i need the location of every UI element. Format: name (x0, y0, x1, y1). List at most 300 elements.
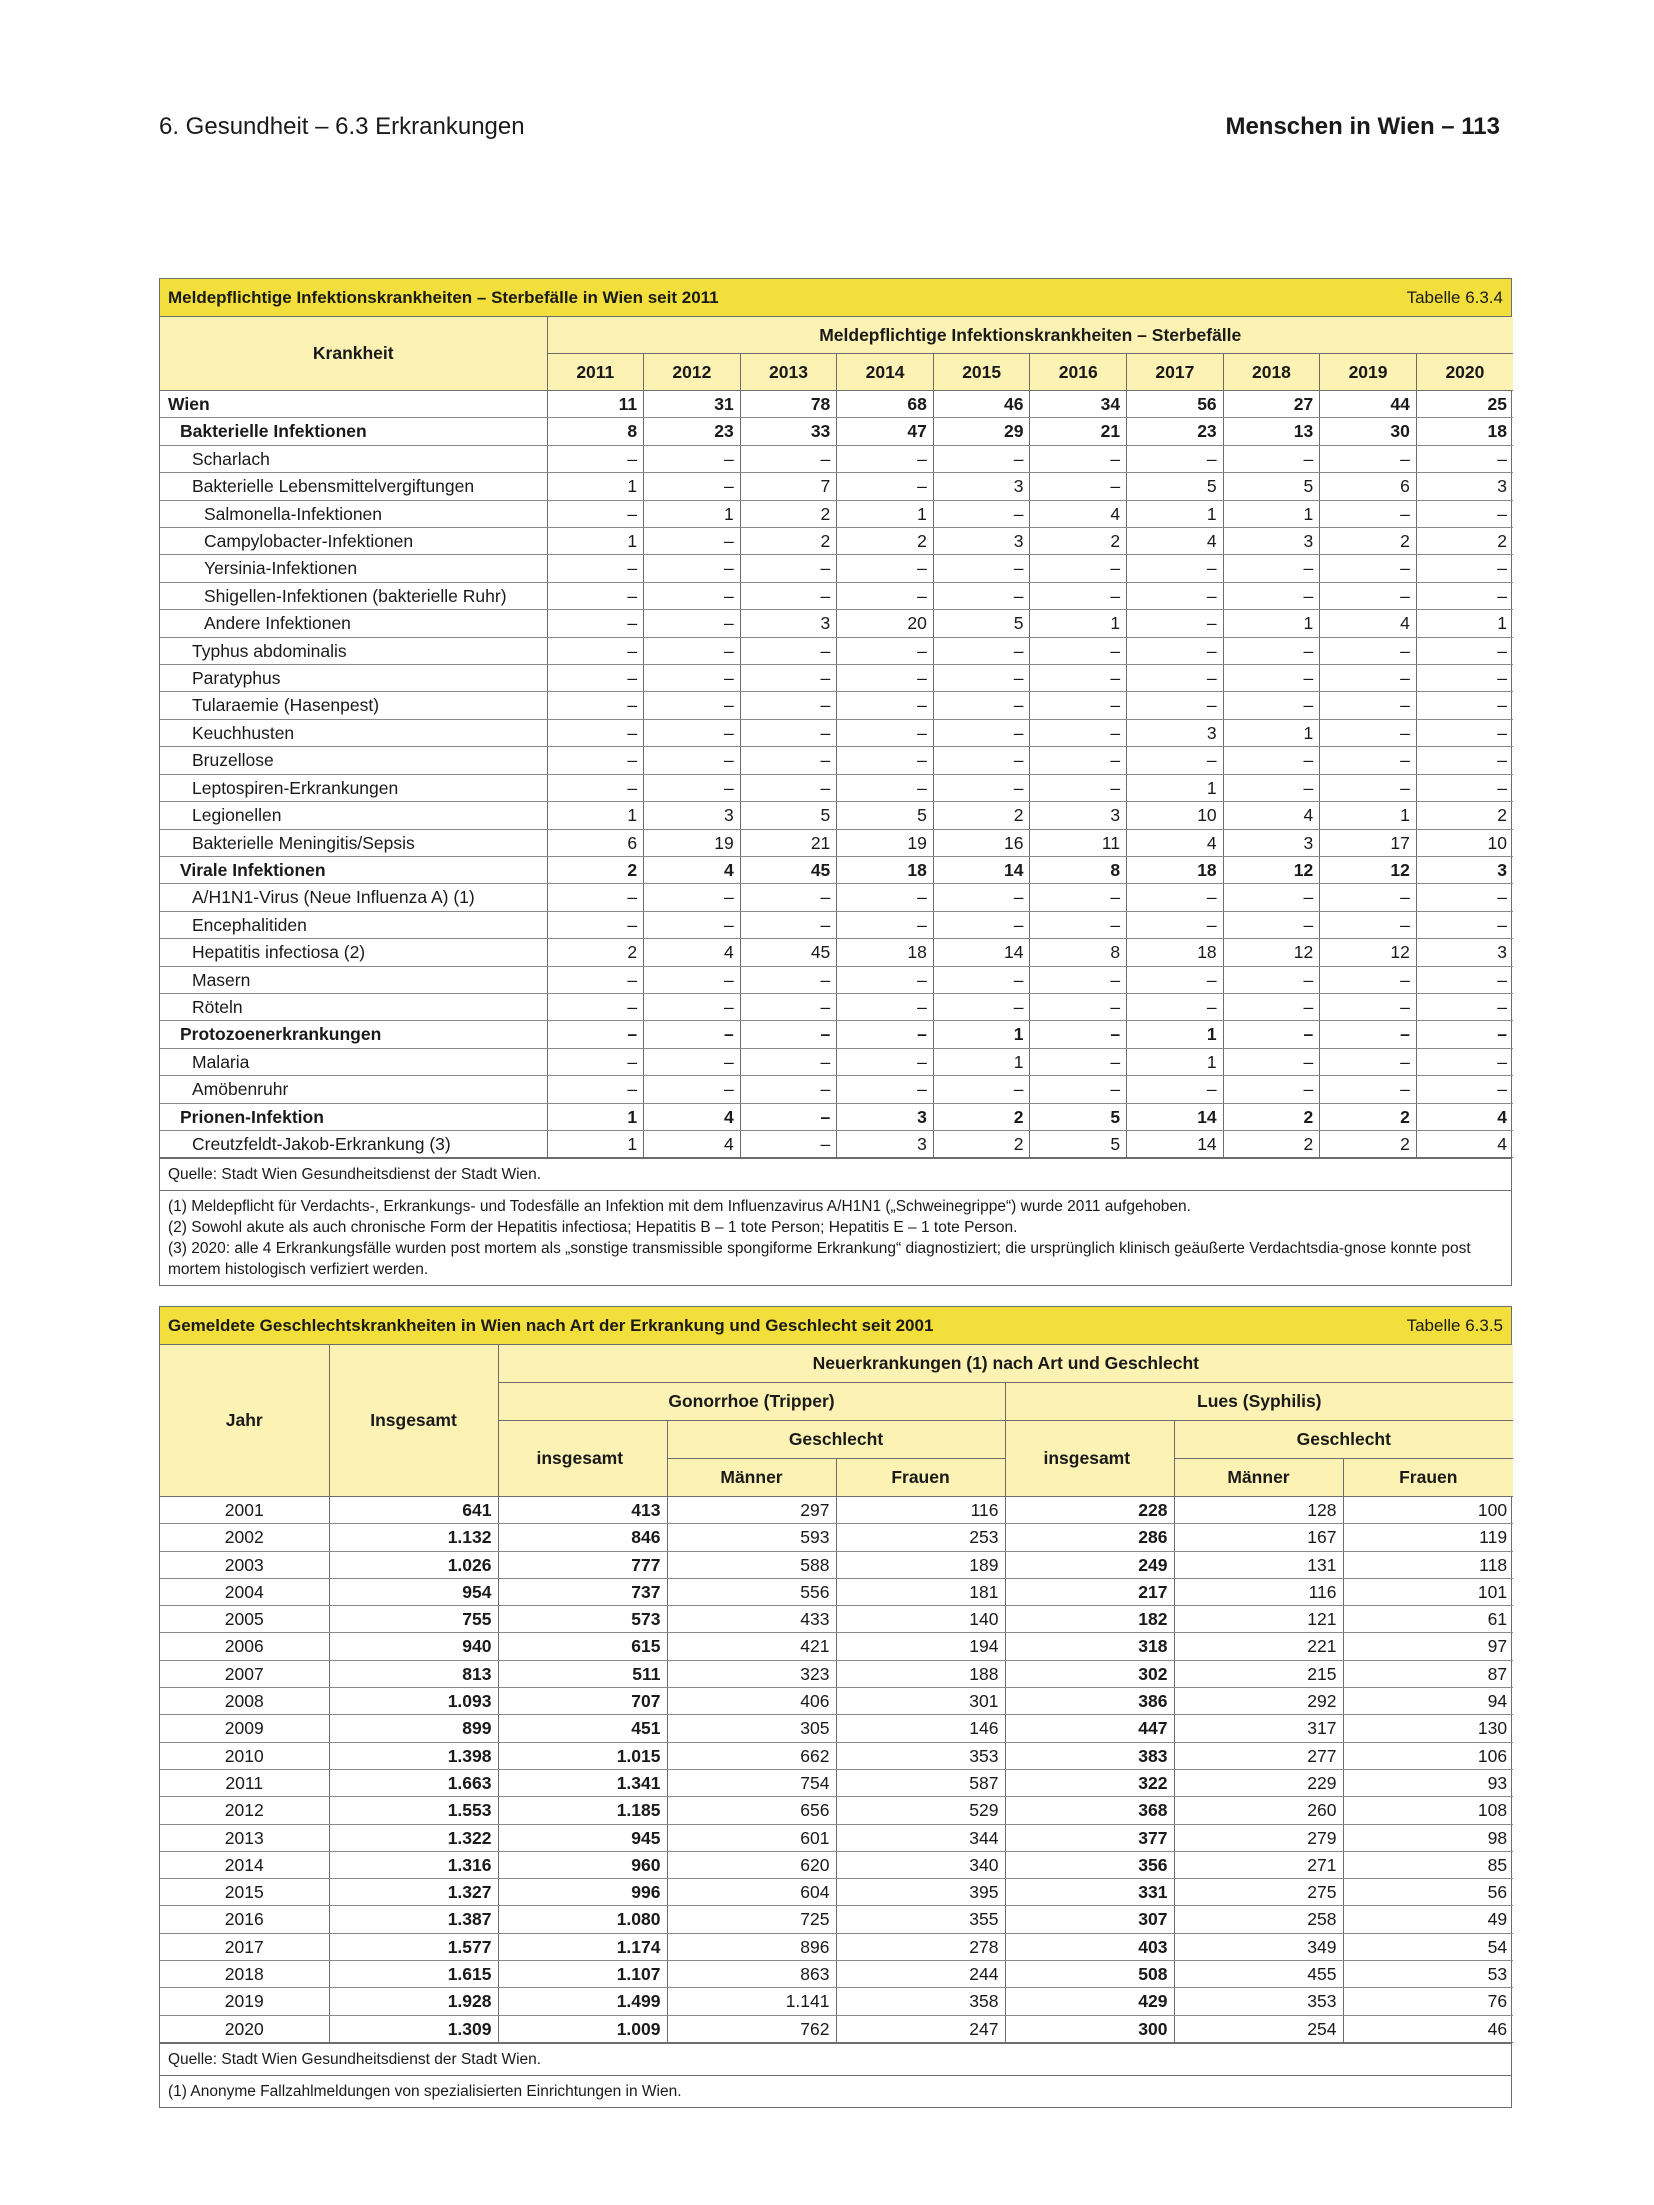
table-cell: – (837, 993, 934, 1020)
table-cell: – (1223, 582, 1320, 609)
table-row (160, 665, 1513, 692)
table-cell: – (1127, 911, 1224, 938)
column-header-year: 2012 (644, 354, 741, 391)
row-label: Salmonella-Infektionen (160, 500, 547, 527)
table-cell: – (1030, 637, 1127, 664)
row-year: 2018 (160, 1961, 329, 1988)
table-cell: 1 (547, 528, 644, 555)
column-header-disease: Krankheit (160, 317, 547, 391)
table-cell: – (1416, 500, 1513, 527)
table-cell: – (1320, 1076, 1417, 1103)
table-cell: 194 (836, 1633, 1005, 1660)
table-cell: 56 (1127, 391, 1224, 418)
table-cell: – (1416, 1076, 1513, 1103)
row-year: 2004 (160, 1578, 329, 1605)
table-cell: 181 (836, 1578, 1005, 1605)
table-cell: – (644, 555, 741, 582)
table-cell: – (1320, 911, 1417, 938)
row-label: Tularaemie (Hasenpest) (160, 692, 547, 719)
row-label: Campylobacter-Infektionen (160, 528, 547, 555)
table-cell: 1 (1127, 1021, 1224, 1048)
table-cell: 1.387 (329, 1906, 498, 1933)
table-row (160, 555, 1513, 582)
footnote: (1) Anonyme Fallzahlmeldungen von spezialisierten Einrichtungen in Wien. (160, 2075, 1511, 2107)
table-row (160, 582, 1513, 609)
table-cell: 421 (667, 1633, 836, 1660)
table-cell: 188 (836, 1660, 1005, 1687)
table-cell: 14 (1127, 1130, 1224, 1157)
table-cell: – (933, 911, 1030, 938)
table-cell: 1 (1223, 719, 1320, 746)
table-cell: – (1416, 1048, 1513, 1075)
table-tag: Tabelle 6.3.4 (1406, 287, 1503, 307)
table-cell: 2 (1030, 528, 1127, 555)
table-cell: 349 (1174, 1933, 1343, 1960)
row-year: 2015 (160, 1879, 329, 1906)
table-cell: 1.327 (329, 1879, 498, 1906)
table-cell: 344 (836, 1824, 1005, 1851)
table-cell: 318 (1005, 1633, 1174, 1660)
table-row (160, 1851, 1513, 1878)
table-cell: 297 (667, 1497, 836, 1524)
row-year: 2011 (160, 1769, 329, 1796)
table-cell: – (1223, 692, 1320, 719)
table-cell: 556 (667, 1578, 836, 1605)
table-title-bar (160, 279, 1511, 317)
table-cell: 258 (1174, 1906, 1343, 1933)
table-cell: 23 (1127, 418, 1224, 445)
table-cell: 4 (1416, 1130, 1513, 1157)
table-row (160, 418, 1513, 445)
table-row (160, 884, 1513, 911)
table-cell: 317 (1174, 1715, 1343, 1742)
table-cell: 1.928 (329, 1988, 498, 2015)
table-cell: 228 (1005, 1497, 1174, 1524)
table-cell: 754 (667, 1769, 836, 1796)
table-cell: 121 (1174, 1606, 1343, 1633)
table-row (160, 1906, 1513, 1933)
table-cell: 996 (498, 1879, 667, 1906)
table-cell: – (1416, 665, 1513, 692)
column-header-year: 2013 (740, 354, 837, 391)
table-cell: 1 (837, 500, 934, 527)
row-label: Masern (160, 966, 547, 993)
table-cell: – (933, 774, 1030, 801)
table-cell: – (1320, 747, 1417, 774)
table-row (160, 1578, 1513, 1605)
table-cell: 18 (837, 939, 934, 966)
table-cell: 47 (837, 418, 934, 445)
table-cell: 2 (933, 802, 1030, 829)
table-cell: 14 (1127, 1103, 1224, 1130)
table-title: Gemeldete Geschlechtskrankheiten in Wien nach Art der Erkrankung und Geschlecht seit 2001 (168, 1315, 934, 1335)
table-cell: – (1030, 747, 1127, 774)
column-header-year: Jahr (160, 1345, 329, 1497)
table-cell: 1 (1127, 500, 1224, 527)
table-cell: – (1416, 1021, 1513, 1048)
table-cell: 277 (1174, 1742, 1343, 1769)
row-label: Encephalitiden (160, 911, 547, 938)
table-cell: 85 (1343, 1851, 1513, 1878)
table-cell: 587 (836, 1769, 1005, 1796)
table-cell: – (740, 1130, 837, 1157)
table-cell: 14 (933, 939, 1030, 966)
table-cell: 18 (837, 856, 934, 883)
table-cell: 1.663 (329, 1769, 498, 1796)
table-cell: – (837, 445, 934, 472)
table-cell: 27 (1223, 391, 1320, 418)
table-source: Quelle: Stadt Wien Gesundheitsdienst der Stadt Wien. (160, 2043, 1511, 2075)
table-cell: 3 (837, 1130, 934, 1157)
table-cell: 2 (1416, 802, 1513, 829)
table-cell: 896 (667, 1933, 836, 1960)
table-cell: 12 (1320, 939, 1417, 966)
column-header-year: 2014 (837, 354, 934, 391)
table-cell: 2 (1320, 1130, 1417, 1157)
table-cell: – (740, 911, 837, 938)
table-cell: 1.093 (329, 1688, 498, 1715)
table-cell: 1.309 (329, 2015, 498, 2042)
table-cell: – (933, 884, 1030, 911)
table-cell: – (1320, 665, 1417, 692)
table-cell: 5 (1223, 473, 1320, 500)
table-cell: 1.132 (329, 1524, 498, 1551)
table-cell: 1 (547, 1103, 644, 1130)
table-cell: – (837, 884, 934, 911)
table-cell: 247 (836, 2015, 1005, 2042)
table-cell: 1 (644, 500, 741, 527)
table-cell: 300 (1005, 2015, 1174, 2042)
table-cell: – (1030, 1048, 1127, 1075)
table-cell: – (1127, 1076, 1224, 1103)
table-row (160, 1879, 1513, 1906)
row-label: Bakterielle Lebensmittelvergiftungen (160, 473, 547, 500)
table-cell: – (1223, 911, 1320, 938)
table-cell: – (644, 692, 741, 719)
table-cell: 1 (1416, 610, 1513, 637)
table-cell: – (740, 774, 837, 801)
table-cell: 620 (667, 1851, 836, 1878)
table-cell: – (1320, 1021, 1417, 1048)
row-year: 2001 (160, 1497, 329, 1524)
row-label: Prionen-Infektion (160, 1103, 547, 1130)
table-cell: 813 (329, 1660, 498, 1687)
table-cell: – (644, 1076, 741, 1103)
table-cell: – (1223, 1076, 1320, 1103)
column-header-year: 2015 (933, 354, 1030, 391)
table-cell: – (1320, 966, 1417, 993)
table-cell: 12 (1223, 856, 1320, 883)
row-label: Bakterielle Meningitis/Sepsis (160, 829, 547, 856)
column-header-year: 2017 (1127, 354, 1224, 391)
table-cell: – (933, 692, 1030, 719)
table-cell: 8 (1030, 856, 1127, 883)
table-cell: 5 (1030, 1130, 1127, 1157)
row-label: Leptospiren-Erkrankungen (160, 774, 547, 801)
column-header-year: 2016 (1030, 354, 1127, 391)
row-label: Yersinia-Infektionen (160, 555, 547, 582)
row-year: 2006 (160, 1633, 329, 1660)
table-cell: 508 (1005, 1961, 1174, 1988)
table-cell: 260 (1174, 1797, 1343, 1824)
table-cell: 377 (1005, 1824, 1174, 1851)
table-row (160, 1824, 1513, 1851)
table-cell: 101 (1343, 1578, 1513, 1605)
table-cell: 140 (836, 1606, 1005, 1633)
table-row (160, 802, 1513, 829)
table-cell: – (837, 774, 934, 801)
table-cell: 254 (1174, 2015, 1343, 2042)
table-cell: – (547, 582, 644, 609)
table-cell: 323 (667, 1660, 836, 1687)
table-cell: 662 (667, 1742, 836, 1769)
table-cell: 21 (1030, 418, 1127, 445)
table-cell: 116 (1174, 1578, 1343, 1605)
table-cell: – (547, 966, 644, 993)
table-cell: – (547, 747, 644, 774)
table-cell: – (1223, 993, 1320, 1020)
table-cell: – (1320, 637, 1417, 664)
table-cell: 130 (1343, 1715, 1513, 1742)
table-cell: 19 (837, 829, 934, 856)
table-cell: 1.341 (498, 1769, 667, 1796)
column-header-gon-total: insgesamt (498, 1421, 667, 1497)
table-cell: 1.009 (498, 2015, 667, 2042)
table-cell: – (547, 993, 644, 1020)
table-cell: – (547, 1076, 644, 1103)
row-label: A/H1N1-Virus (Neue Influenza A) (1) (160, 884, 547, 911)
table-row (160, 1715, 1513, 1742)
table-cell: 1.107 (498, 1961, 667, 1988)
row-label: Bakterielle Infektionen (160, 418, 547, 445)
table-cell: 1 (1223, 610, 1320, 637)
table-cell: – (933, 966, 1030, 993)
table-cell: 737 (498, 1578, 667, 1605)
row-year: 2008 (160, 1688, 329, 1715)
footnote: (2) Sowohl akute als auch chronische Form der Hepatitis infectiosa; Hepatitis B – 1 tote Person; Hepatitis E – 1 tote Person. (168, 1219, 1018, 1237)
table-cell: – (1127, 555, 1224, 582)
table-cell: 3 (1223, 528, 1320, 555)
table-row (160, 1551, 1513, 1578)
table-title: Meldepflichtige Infektionskrankheiten – Sterbefälle in Wien seit 2011 (168, 287, 719, 307)
column-header-total: Insgesamt (329, 1345, 498, 1497)
column-header-lues-total: insgesamt (1005, 1421, 1174, 1497)
row-year: 2007 (160, 1660, 329, 1687)
table-cell: 2 (933, 1103, 1030, 1130)
row-label: Typhus abdominalis (160, 637, 547, 664)
table-cell: – (1030, 445, 1127, 472)
table-cell: 253 (836, 1524, 1005, 1551)
table-cell: – (1030, 774, 1127, 801)
table-row (160, 692, 1513, 719)
table-cell: – (547, 665, 644, 692)
table-cell: 4 (1223, 802, 1320, 829)
table-cell: – (644, 1048, 741, 1075)
table-cell: – (1416, 747, 1513, 774)
table-cell: 3 (1127, 719, 1224, 746)
table-cell: – (547, 1048, 644, 1075)
table-cell: 23 (644, 418, 741, 445)
table-cell: – (547, 884, 644, 911)
row-year: 2013 (160, 1824, 329, 1851)
table-row (160, 473, 1513, 500)
table-cell: 1.398 (329, 1742, 498, 1769)
table-cell: 1.080 (498, 1906, 667, 1933)
table-cell: – (547, 719, 644, 746)
table-row (160, 391, 1513, 418)
table-cell: 56 (1343, 1879, 1513, 1906)
table-cell: 18 (1127, 856, 1224, 883)
table-cell: 3 (1223, 829, 1320, 856)
table-row (160, 1606, 1513, 1633)
table-cell: – (837, 555, 934, 582)
table-cell: – (1416, 774, 1513, 801)
table-cell: 78 (740, 391, 837, 418)
table-cell: – (933, 637, 1030, 664)
table-cell: – (1030, 911, 1127, 938)
table-cell: – (1320, 993, 1417, 1020)
table-row (160, 1933, 1513, 1960)
table-cell: – (644, 966, 741, 993)
table-cell: – (1320, 692, 1417, 719)
table-cell: 93 (1343, 1769, 1513, 1796)
table-cell: 215 (1174, 1660, 1343, 1687)
row-label: Protozoenerkrankungen (160, 1021, 547, 1048)
table-cell: 11 (547, 391, 644, 418)
table-row (160, 1988, 1513, 2015)
row-label: Scharlach (160, 445, 547, 472)
table-cell: – (644, 747, 741, 774)
row-year: 2003 (160, 1551, 329, 1578)
table-row (160, 1130, 1513, 1157)
table-cell: 954 (329, 1578, 498, 1605)
table-cell: 279 (1174, 1824, 1343, 1851)
table-cell: 353 (836, 1742, 1005, 1769)
table-row (160, 500, 1513, 527)
table-cell: 395 (836, 1879, 1005, 1906)
table-cell: 960 (498, 1851, 667, 1878)
table-row (160, 1103, 1513, 1130)
footnote: (3) 2020: alle 4 Erkrankungsfälle wurden post mortem als „sonstige transmissible spongiforme Erkrankung“ diagnostiziert; die ursprünglich klinisch geäußerte Verdachtsdia-gnose konnte post mortem histologisch verfiziert werden. (168, 1240, 1471, 1279)
table-cell: – (644, 473, 741, 500)
table-row (160, 1021, 1513, 1048)
table-cell: – (1416, 911, 1513, 938)
table-cell: – (1127, 637, 1224, 664)
table-cell: 1 (547, 473, 644, 500)
table-cell: 413 (498, 1497, 667, 1524)
table-cell: 5 (1127, 473, 1224, 500)
table-cell: 447 (1005, 1715, 1174, 1742)
table-cell: – (837, 1076, 934, 1103)
row-label: Amöbenruhr (160, 1076, 547, 1103)
table-cell: 1 (547, 1130, 644, 1157)
table-cell: 189 (836, 1551, 1005, 1578)
column-group-header: Meldepflichtige Infektionskrankheiten – Sterbefälle (547, 317, 1513, 354)
column-group-header: Neuerkrankungen (1) nach Art und Geschlecht (498, 1345, 1513, 1383)
table-cell: 455 (1174, 1961, 1343, 1988)
table-cell: – (837, 637, 934, 664)
table-cell: – (1030, 993, 1127, 1020)
table-cell: 18 (1416, 418, 1513, 445)
table-cell: 615 (498, 1633, 667, 1660)
table-cell: – (740, 1021, 837, 1048)
table-cell: 3 (837, 1103, 934, 1130)
table-cell: 167 (1174, 1524, 1343, 1551)
table-cell: 275 (1174, 1879, 1343, 1906)
table-cell: – (1320, 500, 1417, 527)
table-cell: – (933, 993, 1030, 1020)
section-header: 6. Gesundheit – 6.3 Erkrankungen (159, 113, 525, 140)
table-cell: 899 (329, 1715, 498, 1742)
table-cell: 2 (547, 939, 644, 966)
table-cell: – (740, 555, 837, 582)
table-cell: – (1320, 719, 1417, 746)
table-cell: – (1416, 719, 1513, 746)
row-year: 2005 (160, 1606, 329, 1633)
table-cell: 10 (1416, 829, 1513, 856)
table-cell: – (740, 445, 837, 472)
table-row (160, 1048, 1513, 1075)
table-cell: – (644, 528, 741, 555)
table-cell: – (1416, 884, 1513, 911)
table-cell: 1.615 (329, 1961, 498, 1988)
row-label: Bruzellose (160, 747, 547, 774)
table-cell: – (644, 774, 741, 801)
table-std-cases (159, 1306, 1512, 2108)
table-cell: – (933, 1076, 1030, 1103)
table-cell: – (1030, 582, 1127, 609)
table-cell: 406 (667, 1688, 836, 1715)
footnote: (1) Meldepflicht für Verdachts-, Erkrankungs- und Todesfälle an Infektion mit dem Influenzavirus A/H1N1 („Schweinegrippe“) wurde 2011 aufgehoben. (168, 1198, 1191, 1216)
table-cell: 53 (1343, 1961, 1513, 1988)
table-cell: – (644, 582, 741, 609)
table-cell: 25 (1416, 391, 1513, 418)
table-cell: 2 (1416, 528, 1513, 555)
table-cell: – (837, 1021, 934, 1048)
table-row (160, 1688, 1513, 1715)
column-header-year: 2019 (1320, 354, 1417, 391)
table-row (160, 1524, 1513, 1551)
row-label: Hepatitis infectiosa (2) (160, 939, 547, 966)
table-title-bar (160, 1307, 1511, 1345)
table-row (160, 966, 1513, 993)
table-cell: 21 (740, 829, 837, 856)
table-cell: – (837, 582, 934, 609)
table-cell: – (1223, 445, 1320, 472)
table-cell: 13 (1223, 418, 1320, 445)
table-row (160, 829, 1513, 856)
table-cell: 131 (1174, 1551, 1343, 1578)
table-cell: – (1223, 1048, 1320, 1075)
table-cell: – (837, 692, 934, 719)
table-cell: – (933, 747, 1030, 774)
table-cell: – (740, 719, 837, 746)
table-row (160, 774, 1513, 801)
table-cell: – (1223, 774, 1320, 801)
table-cell: 116 (836, 1497, 1005, 1524)
table-cell: – (1030, 884, 1127, 911)
table-row (160, 1633, 1513, 1660)
table-cell: 6 (547, 829, 644, 856)
table-cell: 403 (1005, 1933, 1174, 1960)
table-cell: – (547, 555, 644, 582)
row-year: 2019 (160, 1988, 329, 2015)
table-cell: – (644, 665, 741, 692)
table-cell: 1 (547, 802, 644, 829)
table-cell: – (740, 966, 837, 993)
table-cell: 1.553 (329, 1797, 498, 1824)
table-cell: 2 (740, 500, 837, 527)
